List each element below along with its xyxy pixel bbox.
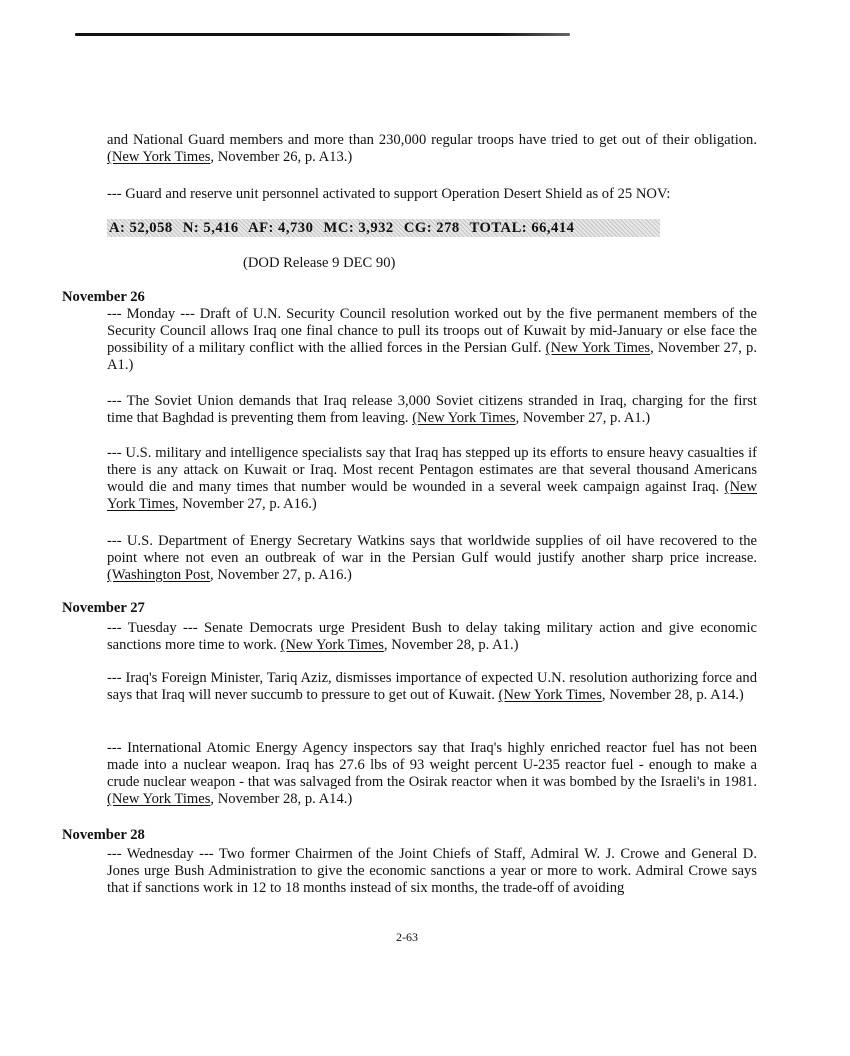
source-citation: (New York Times <box>498 687 602 703</box>
activation-stats-bar <box>107 219 660 237</box>
entry-paragraph: --- U.S. military and intelligence specialists say that Iraq has stepped up its efforts to ensure heavy casualties if there is any attack on Kuwait or Iraq. Most recent Pentagon estimates are that several thousand Americans would die and many times that number would be wounded in a several week campaign against Iraq. (New York Times, November 27, p. A16.) <box>107 445 757 512</box>
source-citation: (New York Times <box>107 479 757 512</box>
source-citation: (New York Times <box>280 637 384 653</box>
stat-marine-corps: MC: 3,932 <box>323 220 394 236</box>
source-citation: (New York Times <box>107 149 211 165</box>
entry-paragraph: --- Wednesday --- Two former Chairmen of the Joint Chiefs of Staff, Admiral W. J. Crowe and General D. Jones urge Bush Administration to give the economic sanctions a year or more to work. Admiral Crowe says that if sanctions work in 12 to 18 months instead of six months, the trade-off of avoiding <box>107 846 757 896</box>
entry-paragraph: --- International Atomic Energy Agency inspectors say that Iraq's highly enriched reactor fuel has not been made into a nuclear weapon. Iraq has 27.6 lbs of 93 weight percent U-235 reactor fuel - enough to make a crude nuclear weapon - that was salvaged from the Osirak reactor when it was bombed by the Israeli's in 1981. (New York Times, November 28, p. A14.) <box>107 740 757 807</box>
page-number: 2-63 <box>396 930 418 944</box>
date-heading: November 27 <box>62 600 145 616</box>
stat-air-force: AF: 4,730 <box>248 220 314 236</box>
stat-total: TOTAL: 66,414 <box>469 220 575 236</box>
entry-paragraph: --- Iraq's Foreign Minister, Tariq Aziz, dismisses importance of expected U.N. resolution authorizing force and says that Iraq will never succumb to pressure to get out of Kuwait. (New York Times, November 28, p. A14.) <box>107 670 757 703</box>
entry-paragraph: --- U.S. Department of Energy Secretary Watkins says that worldwide supplies of oil have recovered to the point where not even an outbreak of war in the Persian Gulf would justify another sharp price increase. (Washington Post, November 27, p. A16.) <box>107 533 757 583</box>
source-citation: (New York Times <box>412 410 516 426</box>
entry-paragraph: --- Monday --- Draft of U.N. Security Council resolution worked out by the five permanent members of the Security Council allows Iraq one final chance to pull its troops out of Kuwait by mid-January or else face the possibility of a military conflict with the allied forces in the Persian Gulf. (New York Times, November 27, p. A1.) <box>107 306 757 373</box>
source-citation: (New York Times <box>107 791 211 807</box>
source-citation: (New York Times <box>545 340 651 356</box>
guard-reserve-paragraph: --- Guard and reserve unit personnel activated to support Operation Desert Shield as of 25 NOV: <box>107 186 671 202</box>
source-citation: (Washington Post <box>107 567 211 583</box>
entry-paragraph: --- Tuesday --- Senate Democrats urge President Bush to delay taking military action and give economic sanctions more time to work. (New York Times, November 28, p. A1.) <box>107 620 757 653</box>
stat-army: A: 52,058 <box>109 220 173 236</box>
stat-coast-guard: CG: 278 <box>403 220 460 236</box>
dod-release-note: (DOD Release 9 DEC 90) <box>243 255 396 271</box>
date-heading: November 26 <box>62 289 145 305</box>
top-rule <box>75 33 570 36</box>
entry-paragraph: --- The Soviet Union demands that Iraq release 3,000 Soviet citizens stranded in Iraq, charging for the first time that Baghdad is preventing them from leaving. (New York Times, November 27, p. A1.) <box>107 393 757 426</box>
stat-navy: N: 5,416 <box>182 220 239 236</box>
date-heading: November 28 <box>62 827 145 843</box>
intro-paragraph: and National Guard members and more than 230,000 regular troops have tried to get out of their obligation.(New York Times, November 26, p. A13.) <box>107 132 757 165</box>
